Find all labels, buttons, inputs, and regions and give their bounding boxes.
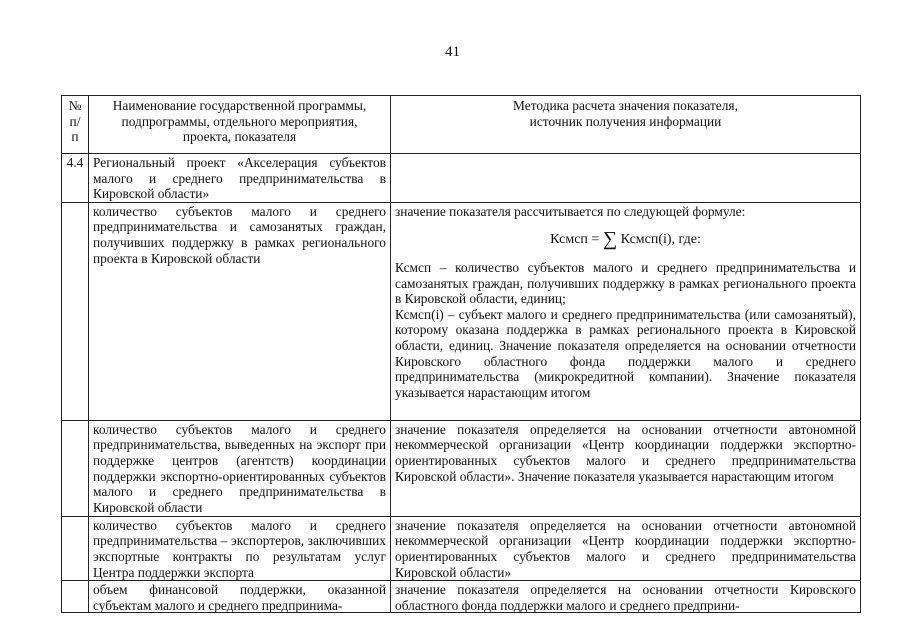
row-number-text	[66, 582, 84, 612]
table-row	[62, 516, 861, 580]
header-name-line1: Наименование государственной программы,	[112, 98, 367, 113]
header-name-line3: проекта, показателя	[182, 129, 297, 145]
row-number	[62, 516, 89, 580]
formula	[395, 228, 856, 251]
row-number	[62, 420, 89, 516]
row-name: количество субъектов малого и среднего предпринимательства и самозанятых граждан, получивших поддержку в рамках регионального проекта в Кировской области	[89, 202, 391, 420]
row-number: 4.4	[62, 154, 89, 203]
formula-left: Ксмсп =	[550, 232, 600, 248]
page-number: 41	[445, 44, 460, 60]
header-name-line2: подпрограммы, отдельного мероприятия,	[121, 113, 358, 129]
header-method-line2: источник получения информации	[529, 113, 722, 129]
row-number	[62, 581, 89, 613]
table-row	[62, 581, 861, 613]
table-row	[62, 202, 861, 420]
header-num-line1: №	[68, 98, 82, 113]
method-intro: значение показателя рассчитывается по следующей формуле:	[395, 203, 746, 219]
header-num	[62, 96, 89, 154]
row-name	[89, 581, 391, 613]
indicators-table	[61, 95, 861, 613]
header-method	[391, 96, 861, 154]
row-method	[391, 581, 861, 613]
header-num-line2: п/п	[69, 113, 81, 145]
row-method	[391, 202, 861, 420]
row-number	[62, 202, 89, 420]
row-method: значение показателя определяется на основании отчетности автономной некоммерческой организации «Центр координации поддержки экспортно-ориентированных субъектов малого и среднего предпринимательства Кировской области». Значение показателя указывается нарастающим итогом	[391, 420, 861, 516]
header-method-line1: Методика расчета значения показателя,	[513, 98, 738, 113]
method-definition-1: Ксмсп – количество субъектов малого и среднего предпринимательства и самозанятых граждан, получивших поддержку в рамках регионального проекта в Кировской области, единиц;	[395, 259, 856, 307]
row-name: количество субъектов малого и среднего предпринимательства, выведенных на экспорт при поддержке центров (агентств) координации поддержки экспортно-ориентированных субъектов малого и среднего предпринимательства в Кировской области	[89, 420, 391, 516]
row-name: Региональный проект «Акселерация субъектов малого и среднего предпринимательства в Кировской области»	[89, 154, 391, 203]
table-header-row	[62, 96, 861, 154]
row-method-text: значение показателя определяется на основании отчетности Кировского областного фонда поддержки малого и среднего предприни-	[395, 582, 856, 613]
row-method	[391, 154, 861, 203]
method-definition-2: Ксмсп(i) – субъект малого и среднего предпринимательства (или самозанятый), которому оказана поддержка в рамках регионального проекта в Кировской области, единиц. Значение показателя определяется на основании отчетности Кировского областного фонда поддержки малого и среднего предпринимательства (микрокредитной компании). Значение показателя указывается нарастающим итогом	[395, 306, 856, 400]
formula-right: Ксмсп(i), где:	[620, 232, 701, 248]
sum-symbol: ∑	[602, 228, 618, 251]
table-row	[62, 154, 861, 203]
row-method: значение показателя определяется на основании отчетности автономной некоммерческой организации «Центр координации поддержки экспортно-ориентированных субъектов малого и среднего предпринимательства Кировской области»	[391, 516, 861, 580]
table-row	[62, 420, 861, 516]
header-name	[89, 96, 391, 154]
row-name-text: объем финансовой поддержки, оказанной субъектам малого и среднего предпринима-	[93, 582, 386, 613]
row-name: количество субъектов малого и среднего предпринимательства – экспортеров, заключивших экспортные контракты по результатам услуг Центра поддержки экспорта	[89, 516, 391, 580]
